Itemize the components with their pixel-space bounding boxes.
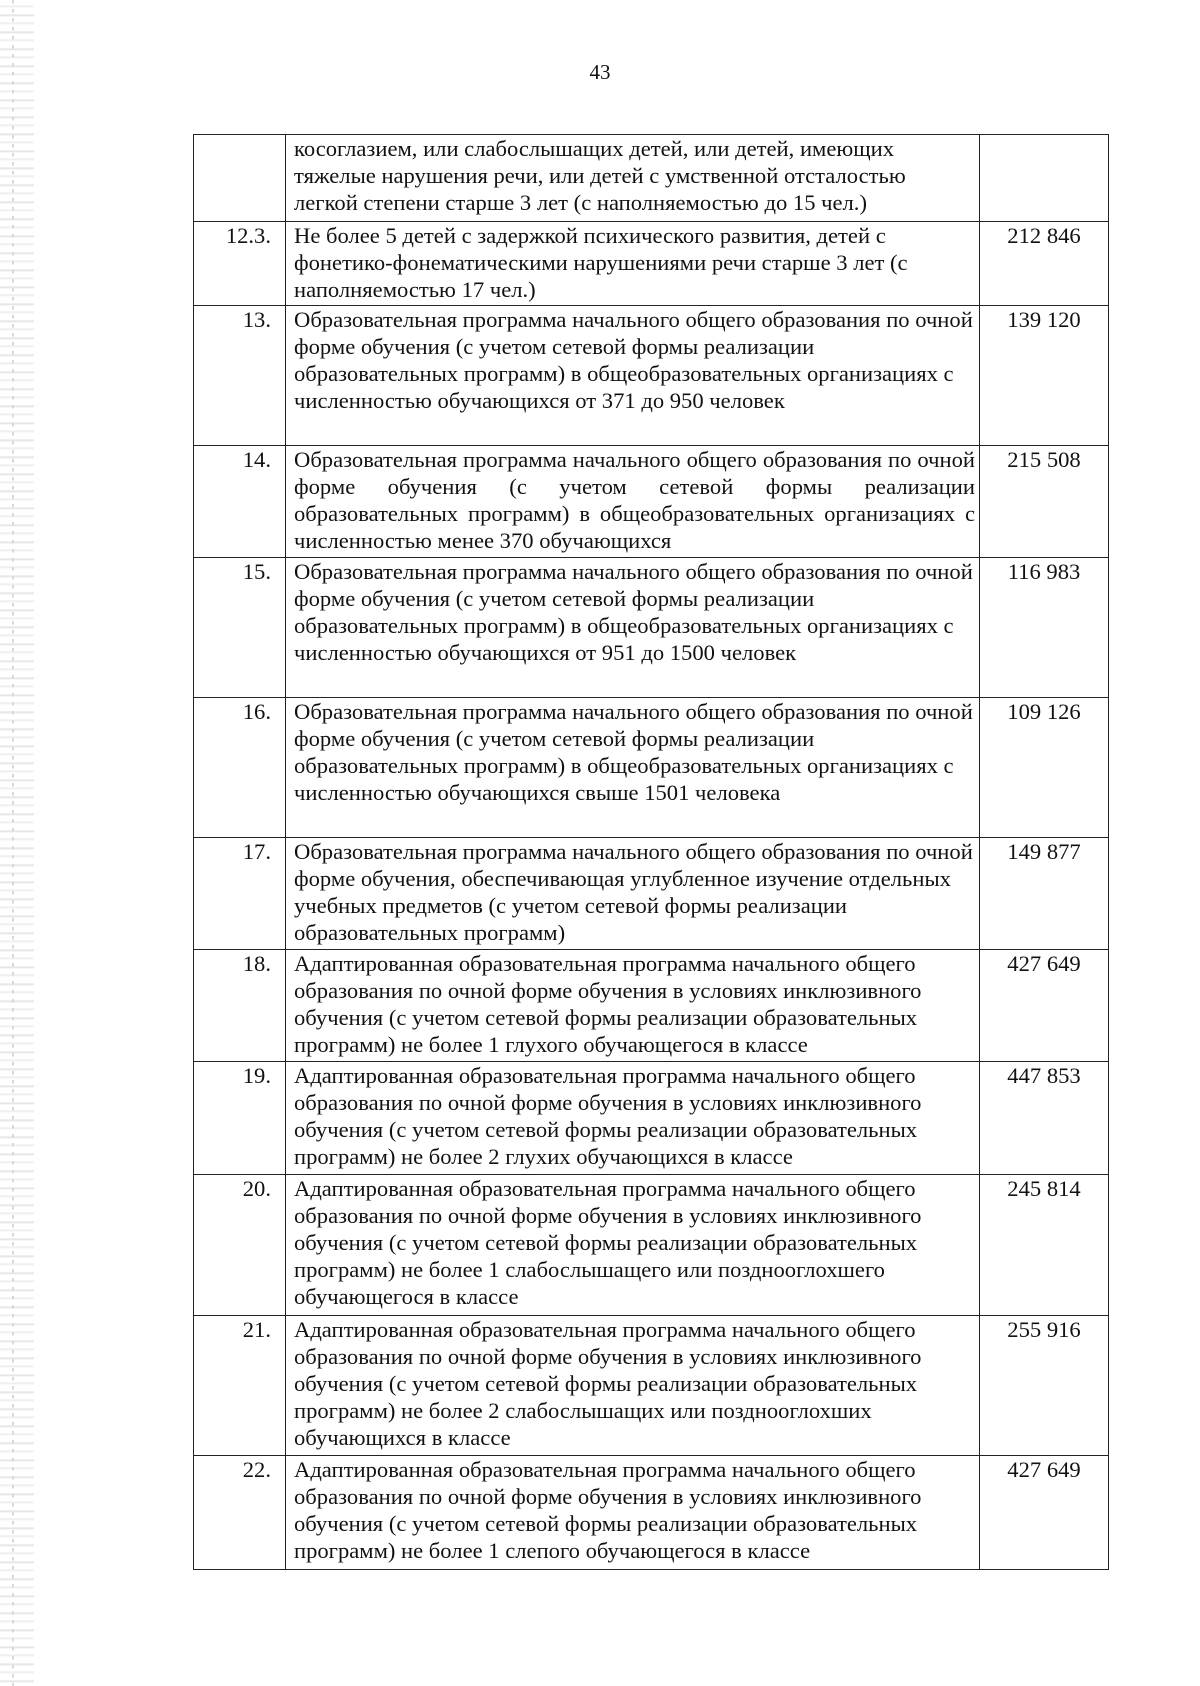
table-row — [194, 558, 1109, 698]
row-number: 13. — [194, 306, 286, 446]
row-value: 427 649 — [980, 1456, 1109, 1570]
row-number: 12.3. — [194, 222, 286, 306]
row-description: Адаптированная образовательная программа начального общего образования по очной форме обучения в условиях инклюзивного обучения (с учетом сетевой формы реализации образовательных программ) не более 1 слепого обучающегося в классе — [286, 1456, 980, 1570]
row-value — [980, 135, 1109, 222]
row-description: Адаптированная образовательная программа начального общего образования по очной форме обучения в условиях инклюзивного обучения (с учетом сетевой формы реализации образовательных программ) не более 2 глухих обучающихся в классе — [286, 1062, 980, 1175]
tariff-table — [193, 134, 1109, 1570]
table-row — [194, 1456, 1109, 1570]
row-number: 16. — [194, 698, 286, 838]
row-description: Адаптированная образовательная программа начального общего образования по очной форме обучения в условиях инклюзивного обучения (с учетом сетевой формы реализации образовательных программ) не более 2 слабослышащих или позднооглохших обучающихся в классе — [286, 1316, 980, 1456]
row-value: 255 916 — [980, 1316, 1109, 1456]
row-value: 215 508 — [980, 446, 1109, 558]
table-row — [194, 1316, 1109, 1456]
scan-edge-artifact — [0, 0, 34, 1686]
row-description: Адаптированная образовательная программа начального общего образования по очной форме обучения в условиях инклюзивного обучения (с учетом сетевой формы реализации образовательных программ) не более 1 слабослышащего или позднооглохшего обучающегося в классе — [286, 1175, 980, 1316]
row-value: 427 649 — [980, 950, 1109, 1062]
row-value: 109 126 — [980, 698, 1109, 838]
table-row — [194, 950, 1109, 1062]
table-row — [194, 1062, 1109, 1175]
row-value: 149 877 — [980, 838, 1109, 950]
table-row — [194, 306, 1109, 446]
row-description: косоглазием, или слабослышащих детей, или детей, имеющих тяжелые нарушения речи, или детей с умственной отсталостью легкой степени старше 3 лет (с наполняемостью до 15 чел.) — [286, 135, 980, 222]
row-description: Образовательная программа начального общего образования по очной форме обучения (с учетом сетевой формы реализации образовательных программ) в общеобразовательных организациях с численностью обучающихся свыше 1501 человека — [286, 698, 980, 838]
table-row — [194, 698, 1109, 838]
row-number: 22. — [194, 1456, 286, 1570]
row-number: 14. — [194, 446, 286, 558]
row-description: Образовательная программа начального общего образования по очной форме обучения (с учетом сетевой формы реализации образовательных программ) в общеобразовательных организациях с численностью обучающихся от 371 до 950 человек — [286, 306, 980, 446]
row-number: 15. — [194, 558, 286, 698]
row-value: 116 983 — [980, 558, 1109, 698]
row-number: 19. — [194, 1062, 286, 1175]
row-description: Образовательная программа начального общего образования по очной форме обучения (с учетом сетевой формы реализации образовательных программ) в общеобразовательных организациях с численностью менее 370 обучающихся — [286, 446, 980, 558]
row-description: Образовательная программа начального общего образования по очной форме обучения (с учетом сетевой формы реализации образовательных программ) в общеобразовательных организациях с численностью обучающихся от 951 до 1500 человек — [286, 558, 980, 698]
table-row — [194, 446, 1109, 558]
row-description: Адаптированная образовательная программа начального общего образования по очной форме обучения в условиях инклюзивного обучения (с учетом сетевой формы реализации образовательных программ) не более 1 глухого обучающегося в классе — [286, 950, 980, 1062]
row-description: Не более 5 детей с задержкой психического развития, детей с фонетико-фонематическими нарушениями речи старше 3 лет (с наполняемостью 17 чел.) — [286, 222, 980, 306]
row-value: 245 814 — [980, 1175, 1109, 1316]
row-number: 21. — [194, 1316, 286, 1456]
row-number — [194, 135, 286, 222]
row-value: 139 120 — [980, 306, 1109, 446]
table-row — [194, 1175, 1109, 1316]
page-number: 43 — [589, 60, 611, 84]
table-row — [194, 222, 1109, 306]
row-description: Образовательная программа начального общего образования по очной форме обучения, обеспечивающая углубленное изучение отдельных учебных предметов (с учетом сетевой формы реализации образовательных программ) — [286, 838, 980, 950]
row-number: 17. — [194, 838, 286, 950]
row-value: 447 853 — [980, 1062, 1109, 1175]
row-number: 18. — [194, 950, 286, 1062]
row-number: 20. — [194, 1175, 286, 1316]
row-value: 212 846 — [980, 222, 1109, 306]
table-row — [194, 838, 1109, 950]
table-row — [194, 135, 1109, 222]
